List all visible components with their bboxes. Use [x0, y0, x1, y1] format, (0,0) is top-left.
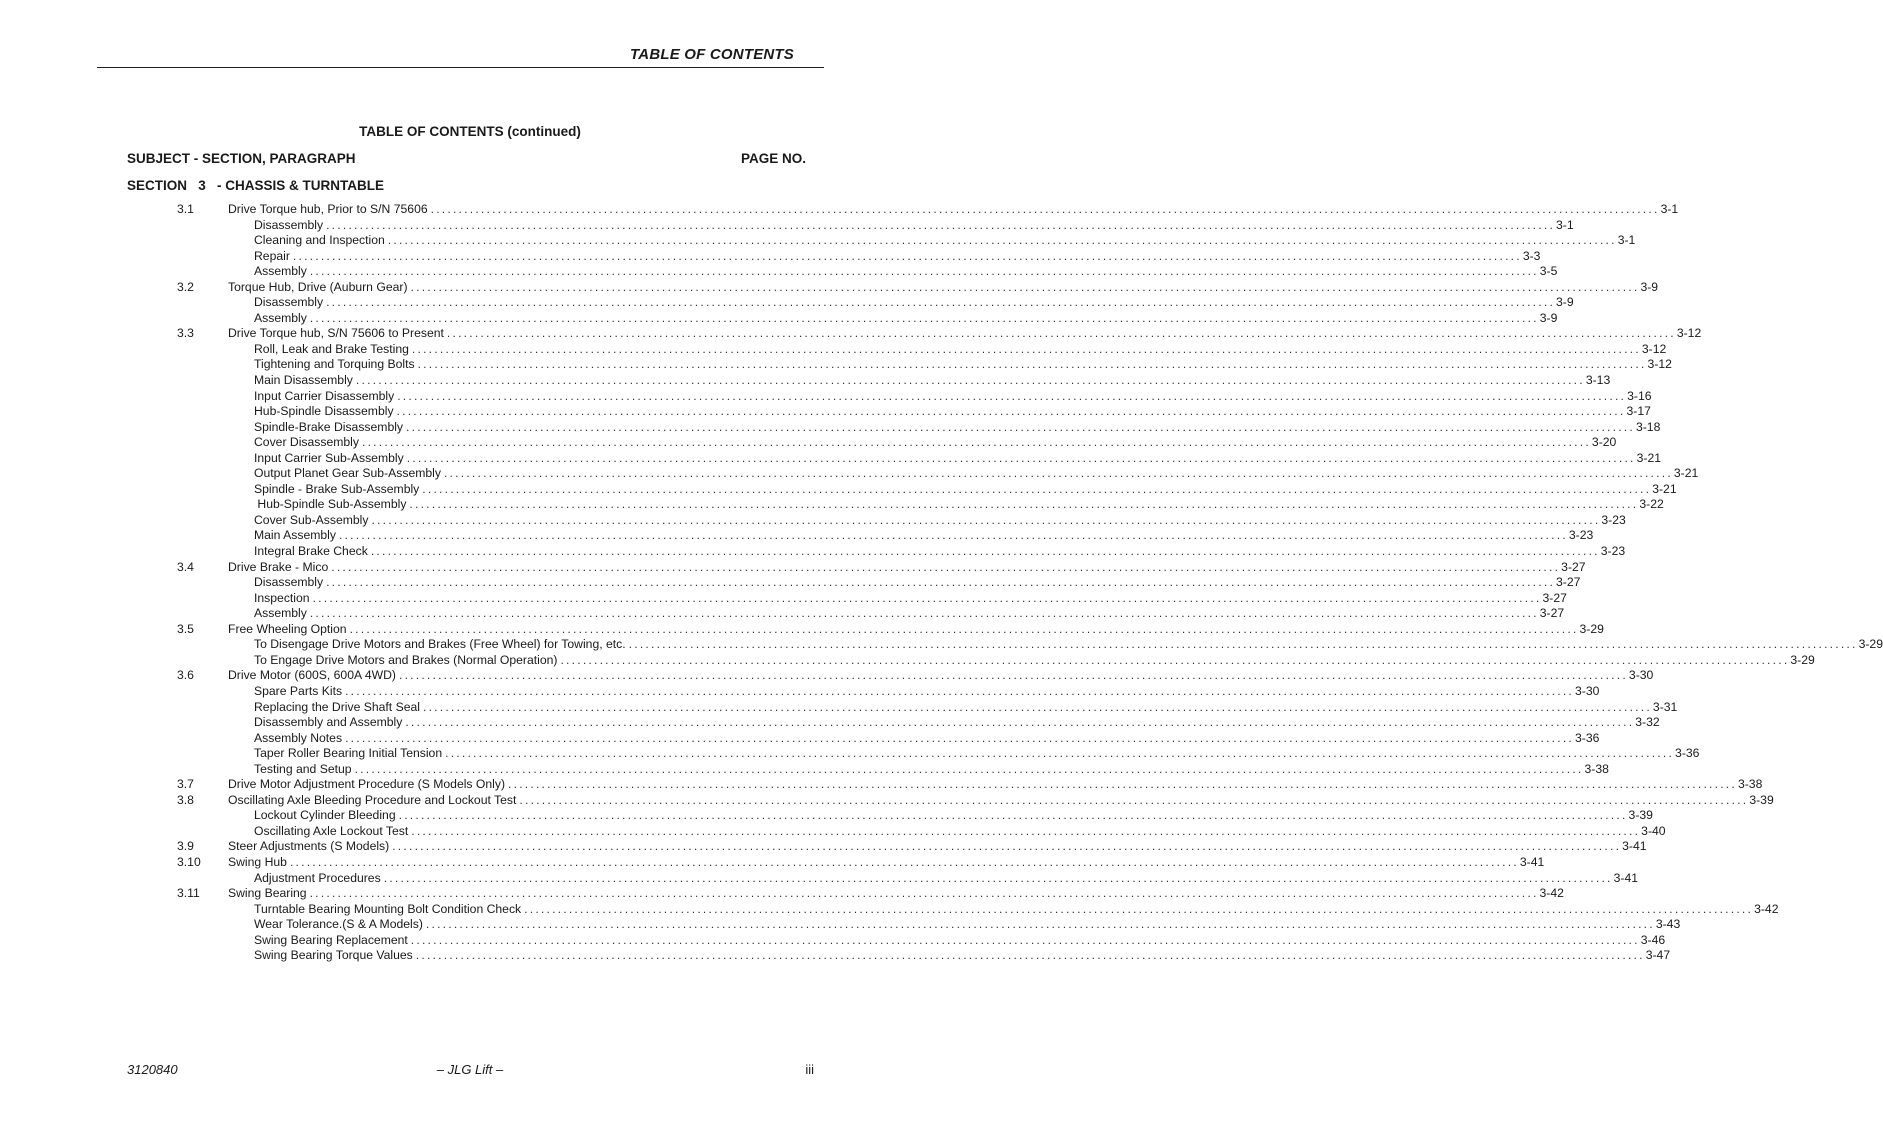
toc-entry-line: [254, 248, 1541, 265]
dot-leader: ............................................................................................................................................................................................................................: [345, 683, 1574, 698]
toc-entry-number: 3.3: [177, 326, 194, 341]
toc-entry: [0, 932, 1666, 949]
toc-entry-page: 3-47: [1645, 948, 1671, 963]
toc-entry: [0, 404, 1651, 420]
toc-entry: [0, 528, 1594, 544]
dot-leader: ............................................................................................................................................................................................................................: [292, 248, 1522, 263]
toc-entry-title: Oscillating Axle Lockout Test: [254, 823, 409, 838]
column-heading-subject: SUBJECT - SECTION, PARAGRAPH: [127, 151, 356, 166]
toc-entry-page: 3-27: [1561, 559, 1586, 574]
section-heading: SECTION 3 - CHASSIS & TURNTABLE: [127, 178, 385, 193]
toc-entry: [0, 917, 1681, 933]
toc-entry-page: 3-23: [1600, 544, 1626, 559]
toc-entry-line: [228, 792, 1774, 809]
toc-entry-title: Oscillating Axle Bleeding Procedure and Lockout Test: [228, 792, 517, 807]
toc-entry-line: [254, 823, 1666, 840]
toc-entry-title: Tightening and Torquing Bolts: [254, 357, 415, 372]
toc-entry: [0, 823, 1666, 840]
toc-entry: [0, 233, 1636, 249]
toc-entry-number: 3.9: [177, 839, 194, 854]
toc-entry-line: [254, 606, 1565, 622]
dot-leader: ............................................................................................................................................................................................................................: [309, 310, 1539, 325]
dot-leader: ............................................................................................................................................................................................................................: [326, 575, 1556, 590]
toc-entry-line: [228, 668, 1654, 684]
dot-leader: ............................................................................................................................................................................................................................: [387, 233, 1617, 248]
toc-entry-page: 3-36: [1575, 730, 1600, 745]
toc-entry-line: [254, 590, 1567, 607]
toc-entry-page: 3-1: [1556, 217, 1574, 232]
dot-leader: ............................................................................................................................................................................................................................: [309, 606, 1539, 621]
toc-entry-number: 3.11: [177, 886, 200, 901]
toc-entry-title: Input Carrier Disassembly: [254, 388, 395, 403]
dot-leader: ............................................................................................................................................................................................................................: [371, 512, 1601, 527]
toc-entry-line: [228, 559, 1586, 576]
toc-entry: [0, 388, 1652, 405]
toc-entry-page: 3-12: [1647, 357, 1672, 372]
toc-title: TABLE OF CONTENTS (continued): [359, 124, 581, 139]
dot-leader: ............................................................................................................................................................................................................................: [422, 481, 1652, 496]
dot-leader: ............................................................................................................................................................................................................................: [411, 341, 1641, 356]
dot-leader: ............................................................................................................................................................................................................................: [397, 388, 1627, 403]
toc-entry-page: 3-9: [1640, 279, 1659, 294]
toc-entry-line: [254, 917, 1681, 933]
toc-entry-page: 3-27: [1556, 575, 1581, 590]
toc-entry-title: Disassembly: [254, 217, 324, 232]
toc-entry: [0, 264, 1558, 280]
toc-entry-page: 3-18: [1635, 419, 1661, 434]
toc-entry-page: 3-29: [1858, 637, 1883, 652]
toc-entry-page: 3-36: [1675, 746, 1700, 761]
toc-entry-line: [254, 808, 1653, 824]
toc-entry-title: To Engage Drive Motors and Brakes (Normal Operation): [254, 652, 558, 667]
dot-leader: ............................................................................................................................................................................................................................: [443, 466, 1673, 481]
dot-leader: ............................................................................................................................................................................................................................: [410, 932, 1640, 947]
toc-entry-line: [254, 870, 1639, 887]
toc-entry-line: [254, 419, 1661, 436]
toc-entry-title: Drive Torque hub, S/N 75606 to Present: [228, 326, 444, 341]
toc-entry: [0, 497, 1664, 513]
toc-entry-page: 3-30: [1628, 668, 1654, 683]
toc-entry-title: Swing Bearing Torque Values: [254, 948, 413, 963]
footer-page-number: iii: [805, 1062, 814, 1077]
toc-entry-title: Spindle-Brake Disassembly: [254, 419, 404, 434]
toc-entry-line: [254, 683, 1600, 700]
dot-leader: ............................................................................................................................................................................................................................: [524, 901, 1754, 916]
toc-entry-title: Spare Parts Kits: [254, 683, 343, 698]
toc-entry-line: [254, 948, 1671, 964]
header-rule: [97, 67, 824, 68]
toc-entry: [0, 715, 1660, 731]
toc-entry-line: [254, 715, 1660, 731]
toc-entry-title: Assembly: [254, 310, 307, 325]
toc-entry-title: Disassembly: [254, 295, 324, 310]
dot-leader: ............................................................................................................................................................................................................................: [345, 730, 1574, 745]
column-heading-page: PAGE NO.: [740, 151, 806, 166]
dot-leader: ............................................................................................................................................................................................................................: [425, 917, 1655, 932]
dot-leader: ............................................................................................................................................................................................................................: [331, 559, 1561, 574]
dot-leader: ............................................................................................................................................................................................................................: [312, 590, 1542, 605]
toc-entry-page: 3-31: [1652, 699, 1678, 714]
toc-entry-line: [254, 652, 1815, 669]
toc-entry-title: Repair: [254, 248, 290, 263]
toc-entry: [0, 202, 1679, 218]
toc-entry-line: [254, 388, 1652, 405]
toc-entry: [0, 792, 1774, 809]
dot-leader: ............................................................................................................................................................................................................................: [349, 621, 1579, 636]
toc-entry: [0, 761, 1609, 778]
toc-entry-line: [254, 217, 1574, 234]
toc-entry-page: 3-21: [1652, 481, 1677, 496]
toc-entry-page: 3-27: [1542, 590, 1567, 605]
dot-leader: ............................................................................................................................................................................................................................: [411, 823, 1641, 838]
toc-entry-title: Testing and Setup: [254, 761, 352, 776]
toc-entry-page: 3-39: [1749, 792, 1774, 807]
toc-entry-line: [254, 357, 1672, 373]
footer-document-number: 3120840: [127, 1062, 178, 1077]
toc-entry-title: Drive Brake - Mico: [228, 559, 329, 574]
dot-leader: ............................................................................................................................................................................................................................: [326, 217, 1556, 232]
toc-entry: [0, 730, 1600, 747]
toc-entry-title: Drive Motor (600S, 600A 4WD): [228, 668, 396, 683]
dot-leader: ............................................................................................................................................................................................................................: [338, 528, 1568, 543]
toc-entry-title: Replacing the Drive Shaft Seal: [254, 699, 420, 714]
toc-entry-line: [254, 295, 1574, 311]
toc-entry-page: 3-21: [1636, 450, 1662, 465]
toc-entry-title: Taper Roller Bearing Initial Tension: [254, 746, 443, 761]
toc-entry-page: 3-21: [1673, 466, 1699, 481]
toc-entry-line: [228, 854, 1545, 871]
toc-entry: [0, 419, 1661, 436]
toc-entry-number: 3.4: [177, 559, 194, 574]
toc-entry: [0, 326, 1702, 342]
toc-entry-title: Disassembly and Assembly: [254, 715, 403, 730]
toc-entry-page: 3-32: [1635, 715, 1660, 730]
toc-entry-number: 3.5: [177, 621, 194, 636]
toc-entry-page: 3-39: [1628, 808, 1653, 823]
toc-entry-title: To Disengage Drive Motors and Brakes (Free Wheel) for Towing, etc.: [254, 637, 626, 652]
toc-entry-title: Cleaning and Inspection: [254, 233, 385, 248]
toc-entry-page: 3-46: [1640, 932, 1666, 947]
toc-entry-page: 3-17: [1626, 404, 1651, 419]
toc-entry-line: [254, 481, 1677, 498]
toc-entry: [0, 870, 1639, 887]
toc-entry: [0, 901, 1779, 918]
toc-entry-title: Swing Bearing: [228, 886, 307, 901]
toc-entry: [0, 295, 1574, 311]
toc-entry-page: 3-12: [1676, 326, 1702, 341]
toc-entry-line: [254, 373, 1611, 389]
toc-entry-title: Integral Brake Check: [254, 544, 368, 559]
dot-leader: ............................................................................................................................................................................................................................: [398, 808, 1628, 823]
toc-entry-page: 3-41: [1622, 839, 1647, 854]
toc-entry-line: [228, 839, 1647, 855]
toc-entry-line: [254, 932, 1666, 949]
toc-entry: [0, 683, 1600, 700]
toc-entry-number: 3.7: [177, 777, 194, 792]
toc-entry: [0, 886, 1564, 902]
toc-entry: [0, 621, 1604, 638]
dot-leader: ............................................................................................................................................................................................................................: [396, 404, 1626, 419]
dot-leader: ............................................................................................................................................................................................................................: [289, 854, 1519, 869]
dot-leader: ............................................................................................................................................................................................................................: [406, 419, 1635, 434]
toc-entry-page: 3-12: [1641, 341, 1667, 356]
toc-entry-page: 3-23: [1601, 512, 1626, 527]
toc-entry-title: Cover Sub-Assembly: [254, 512, 369, 527]
toc-entry-page: 3-29: [1790, 652, 1815, 667]
toc-entry: [0, 575, 1581, 591]
toc-entry-line: [254, 901, 1779, 918]
toc-entry-line: [254, 699, 1678, 716]
toc-entry-list: [0, 202, 1883, 964]
toc-entry-page: 3-27: [1539, 606, 1565, 621]
toc-entry-title: Disassembly: [254, 575, 324, 590]
toc-entry-page: 3-41: [1613, 870, 1639, 885]
dot-leader: ............................................................................................................................................................................................................................: [398, 668, 1628, 683]
toc-entry-number: 3.10: [177, 854, 201, 869]
toc-entry-line: [254, 450, 1662, 467]
dot-leader: ............................................................................................................................................................................................................................: [392, 839, 1622, 854]
toc-entry-page: 3-29: [1579, 621, 1604, 636]
toc-entry-line: [254, 746, 1700, 762]
dot-leader: ............................................................................................................................................................................................................................: [361, 435, 1591, 450]
toc-entry-line: [254, 637, 1883, 653]
toc-entry-page: 3-40: [1641, 823, 1666, 838]
dot-leader: ............................................................................................................................................................................................................................: [406, 450, 1636, 465]
toc-entry-page: 3-43: [1655, 917, 1681, 932]
toc-entry-page: 3-9: [1539, 310, 1558, 325]
toc-entry-line: [254, 497, 1664, 513]
toc-entry-title: Hub-Spindle Sub-Assembly: [254, 497, 407, 512]
toc-entry-page: 3-20: [1591, 435, 1617, 450]
toc-entry-line: [254, 466, 1699, 482]
toc-entry: [0, 373, 1611, 389]
toc-entry: [0, 357, 1672, 373]
toc-entry-line: [254, 528, 1594, 544]
toc-entry-title: Main Disassembly: [254, 373, 353, 388]
dot-leader: ............................................................................................................................................................................................................................: [383, 870, 1613, 885]
toc-entry-page: 3-9: [1556, 295, 1574, 310]
toc-entry: [0, 808, 1653, 824]
toc-entry-page: 3-42: [1754, 901, 1779, 916]
toc-entry-page: 3-30: [1575, 683, 1600, 698]
toc-entry: [0, 435, 1617, 451]
toc-entry-title: Main Assembly: [254, 528, 336, 543]
toc-entry-page: 3-22: [1639, 497, 1664, 512]
toc-entry-title: Assembly: [254, 606, 307, 621]
toc-entry: [0, 544, 1626, 560]
toc-entry-line: [254, 730, 1600, 747]
toc-entry: [0, 248, 1541, 265]
toc-entry-line: [254, 404, 1651, 420]
toc-entry-title: Torque Hub, Drive (Auburn Gear): [228, 279, 408, 294]
dot-leader: ............................................................................................................................................................................................................................: [410, 279, 1640, 294]
toc-entry-number: 3.2: [177, 279, 194, 294]
toc-entry-title: Turntable Bearing Mounting Bolt Condition Check: [254, 901, 522, 916]
toc-entry-title: Steer Adjustments (S Models): [228, 839, 390, 854]
toc-entry-title: Adjustment Procedures: [254, 870, 381, 885]
toc-entry-title: Swing Hub: [228, 854, 287, 869]
toc-entry-line: [228, 279, 1659, 296]
toc-entry-line: [228, 886, 1564, 902]
toc-entry-title: Cover Disassembly: [254, 435, 359, 450]
dot-leader: ............................................................................................................................................................................................................................: [370, 544, 1600, 559]
dot-leader: ............................................................................................................................................................................................................................: [445, 746, 1675, 761]
toc-entry-line: [228, 621, 1604, 638]
dot-leader: ............................................................................................................................................................................................................................: [628, 637, 1858, 652]
toc-entry-page: 3-1: [1617, 233, 1636, 248]
toc-entry: [0, 699, 1678, 716]
toc-entry-line: [228, 202, 1679, 218]
toc-entry-title: Hub-Spindle Disassembly: [254, 404, 394, 419]
toc-entry-page: 3-3: [1522, 248, 1541, 263]
dot-leader: ............................................................................................................................................................................................................................: [417, 357, 1647, 372]
toc-entry-page: 3-42: [1539, 886, 1564, 901]
toc-entry: [0, 606, 1565, 622]
toc-entry-line: [254, 310, 1558, 327]
toc-entry-line: [254, 233, 1636, 249]
dot-leader: ............................................................................................................................................................................................................................: [309, 886, 1539, 901]
toc-entry-line: [254, 544, 1626, 560]
toc-entry-line: [228, 777, 1763, 793]
toc-entry-page: 3-38: [1737, 777, 1763, 792]
toc-entry: [0, 512, 1626, 529]
toc-entry-title: Spindle - Brake Sub-Assembly: [254, 481, 420, 496]
toc-entry: [0, 854, 1545, 871]
dot-leader: ............................................................................................................................................................................................................................: [409, 497, 1639, 512]
toc-entry: [0, 948, 1671, 964]
toc-entry-title: Assembly: [254, 264, 307, 279]
toc-entry-title: Wear Tolerance.(S & A Models): [254, 917, 423, 932]
dot-leader: ............................................................................................................................................................................................................................: [405, 715, 1635, 730]
toc-entry-title: Roll, Leak and Brake Testing: [254, 341, 409, 356]
dot-leader: ............................................................................................................................................................................................................................: [519, 792, 1749, 807]
toc-entry: [0, 668, 1654, 684]
toc-entry: [0, 450, 1662, 467]
dot-leader: ............................................................................................................................................................................................................................: [422, 699, 1652, 714]
toc-entry-line: [254, 575, 1581, 591]
toc-entry-title: Inspection: [254, 590, 310, 605]
toc-entry-page: 3-16: [1627, 388, 1652, 403]
toc-entry-line: [254, 512, 1626, 529]
dot-leader: ............................................................................................................................................................................................................................: [326, 295, 1556, 310]
footer-publisher: – JLG Lift –: [436, 1062, 504, 1077]
toc-entry-title: Assembly Notes: [254, 730, 343, 745]
dot-leader: ............................................................................................................................................................................................................................: [415, 948, 1645, 963]
toc-entry: [0, 481, 1677, 498]
toc-entry: [0, 559, 1586, 576]
toc-entry-title: Swing Bearing Replacement: [254, 932, 408, 947]
toc-entry-title: Input Carrier Sub-Assembly: [254, 450, 404, 465]
toc-entry: [0, 746, 1700, 762]
toc-entry: [0, 310, 1558, 327]
dot-leader: ............................................................................................................................................................................................................................: [446, 326, 1676, 341]
toc-entry: [0, 217, 1574, 234]
dot-leader: ............................................................................................................................................................................................................................: [508, 777, 1737, 792]
toc-entry-number: 3.1: [177, 202, 194, 216]
toc-entry-line: [254, 435, 1617, 451]
toc-entry-line: [254, 264, 1558, 280]
toc-entry-title: Drive Motor Adjustment Procedure (S Models Only): [228, 777, 506, 792]
dot-leader: ............................................................................................................................................................................................................................: [560, 652, 1790, 667]
toc-entry-page: 3-1: [1660, 202, 1679, 216]
toc-entry-page: 3-5: [1539, 264, 1558, 279]
toc-entry-title: Free Wheeling Option: [228, 621, 347, 636]
toc-entry: [0, 590, 1567, 607]
toc-entry-title: Output Planet Gear Sub-Assembly: [254, 466, 441, 481]
dot-leader: ............................................................................................................................................................................................................................: [355, 373, 1585, 388]
dot-leader: ............................................................................................................................................................................................................................: [354, 761, 1584, 776]
toc-entry-number: 3.8: [177, 792, 194, 807]
toc-entry-line: [228, 326, 1702, 342]
dot-leader: ............................................................................................................................................................................................................................: [430, 202, 1660, 216]
toc-entry: [0, 652, 1815, 669]
toc-entry-page: 3-38: [1584, 761, 1609, 776]
toc-entry-line: [254, 341, 1667, 358]
toc-entry: [0, 637, 1883, 653]
toc-entry-line: [254, 761, 1609, 778]
dot-leader: ............................................................................................................................................................................................................................: [309, 264, 1539, 279]
toc-entry: [0, 839, 1647, 855]
toc-entry-page: 3-23: [1568, 528, 1594, 543]
toc-entry: [0, 777, 1763, 793]
toc-entry: [0, 341, 1667, 358]
running-header-title: TABLE OF CONTENTS: [630, 46, 794, 63]
toc-entry-page: 3-13: [1585, 373, 1611, 388]
toc-entry-number: 3.6: [177, 668, 194, 683]
toc-entry: [0, 466, 1699, 482]
toc-entry-title: Drive Torque hub, Prior to S/N 75606: [228, 202, 428, 216]
toc-entry-title: Lockout Cylinder Bleeding: [254, 808, 396, 823]
toc-entry-page: 3-41: [1519, 854, 1545, 869]
toc-entry: [0, 279, 1659, 296]
